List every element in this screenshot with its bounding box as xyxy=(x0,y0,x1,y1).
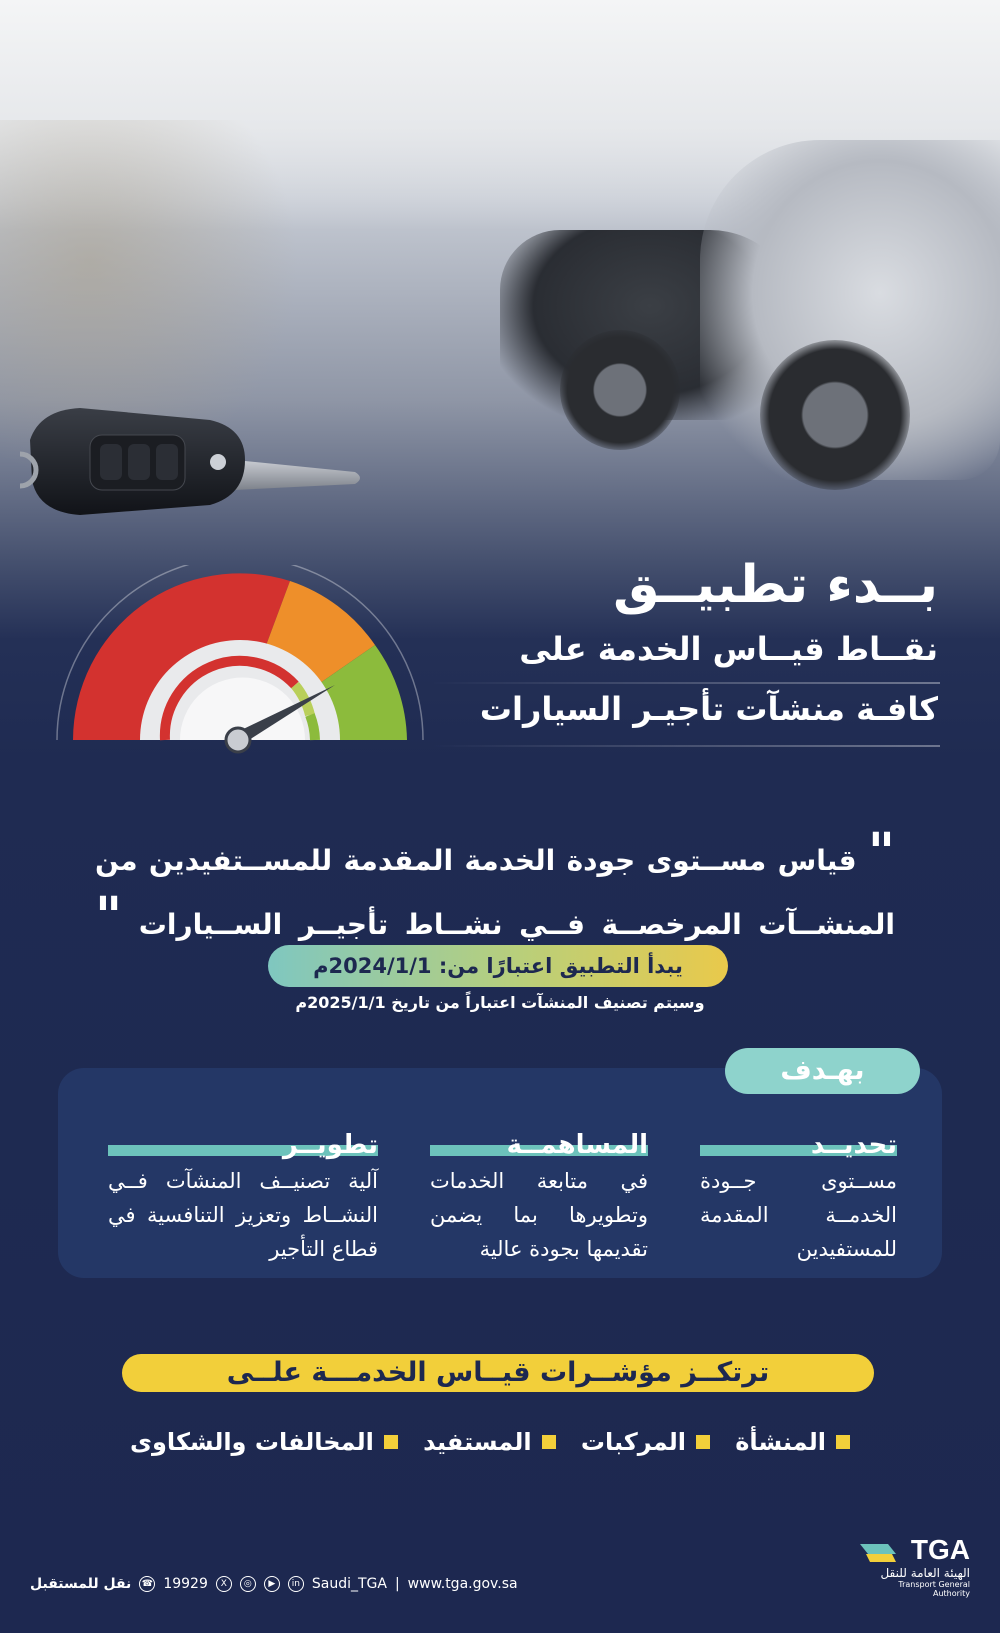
headline-line-2: نقــاط قيــاس الخدمة على xyxy=(519,630,938,668)
logo-abbr: TGA xyxy=(910,1534,970,1565)
quote-open-mark: " xyxy=(867,822,896,883)
gauge-meter-icon xyxy=(55,565,435,755)
logo-english-name: Transport General Authority xyxy=(898,1580,970,1598)
indicator-label: المستفيد xyxy=(423,1428,532,1456)
footer-phone[interactable]: 19929 xyxy=(163,1576,208,1592)
square-bullet-icon xyxy=(836,1435,850,1449)
goal-item-description: مســتوى جــودة الخدمــة المقدمة للمستفيدين xyxy=(700,1169,897,1261)
background-car-wheel xyxy=(560,330,680,450)
phone-icon: ☎ xyxy=(139,1576,155,1592)
indicator-label: المنشأة xyxy=(735,1428,826,1456)
footer-separator: | xyxy=(394,1576,400,1592)
goal-item xyxy=(430,1130,648,1266)
indicators-title-pill: ترتكــز مؤشــرات قيــاس الخدمـــة علــى xyxy=(122,1354,874,1392)
square-bullet-icon xyxy=(696,1435,710,1449)
headline-divider xyxy=(430,745,940,747)
quote-text: قياس مســتوى جودة الخدمة المقدمة للمســتفيدين من المنشــآت المرخصــة فــي نشــاط تأجيــر الســيارات xyxy=(95,844,895,941)
tga-logo xyxy=(860,1534,970,1598)
headline-divider xyxy=(430,682,940,684)
indicator-label: المخالفات والشكاوى xyxy=(130,1428,374,1456)
goal-item xyxy=(108,1130,378,1266)
indicator-item xyxy=(735,1428,850,1456)
background-car-wheel xyxy=(760,340,910,490)
linkedin-icon[interactable]: in xyxy=(288,1576,304,1592)
start-date-pill: يبدأ التطبيق اعتبارًا من: 2024/1/1م xyxy=(268,945,728,987)
instagram-icon[interactable]: ◎ xyxy=(240,1576,256,1592)
x-icon[interactable]: X xyxy=(216,1576,232,1592)
goal-item xyxy=(700,1130,897,1266)
square-bullet-icon xyxy=(542,1435,556,1449)
goal-item-title: تطويــر xyxy=(282,1130,378,1160)
footer xyxy=(30,1576,518,1592)
indicator-label: المركبات xyxy=(580,1428,687,1456)
goal-item-title: تحديــد xyxy=(810,1130,897,1160)
square-bullet-icon xyxy=(384,1435,398,1449)
indicators-list xyxy=(130,1428,850,1456)
indicator-item xyxy=(581,1428,710,1456)
quote-close-mark: " xyxy=(95,886,123,947)
indicator-item xyxy=(423,1428,555,1456)
quote-block xyxy=(95,822,896,953)
car-key-icon xyxy=(20,400,380,530)
goal-item-description: آلية تصنيــف المنشآت فــي النشــاط وتعزيز التنافسية في قطاع التأجير xyxy=(108,1169,378,1261)
tga-logo-mark-icon xyxy=(858,1540,898,1566)
headline-line-3: كافـة منشآت تأجيـر السيارات xyxy=(479,690,938,728)
classification-note: وسيتم تصنيف المنشآت اعتباراً من تاريخ 2025/1/1م xyxy=(295,993,705,1012)
goals-tag: بهـدف xyxy=(725,1048,920,1094)
goal-item-title: المساهمــة xyxy=(506,1130,648,1160)
footer-website[interactable]: www.tga.gov.sa xyxy=(407,1576,518,1592)
indicator-item xyxy=(130,1428,398,1456)
headline-line-1: بــدء تطبيــق xyxy=(613,555,938,615)
logo-arabic-name: الهيئة العامة للنقل xyxy=(880,1566,970,1580)
footer-handle[interactable]: Saudi_TGA xyxy=(311,1576,387,1592)
goal-item-description: في متابعة الخدمات وتطويرها بما يضمن تقديمها بجودة عالية xyxy=(430,1169,648,1261)
footer-slogan: نقل للمستقبل xyxy=(30,1576,132,1592)
youtube-icon[interactable]: ▶ xyxy=(264,1576,280,1592)
